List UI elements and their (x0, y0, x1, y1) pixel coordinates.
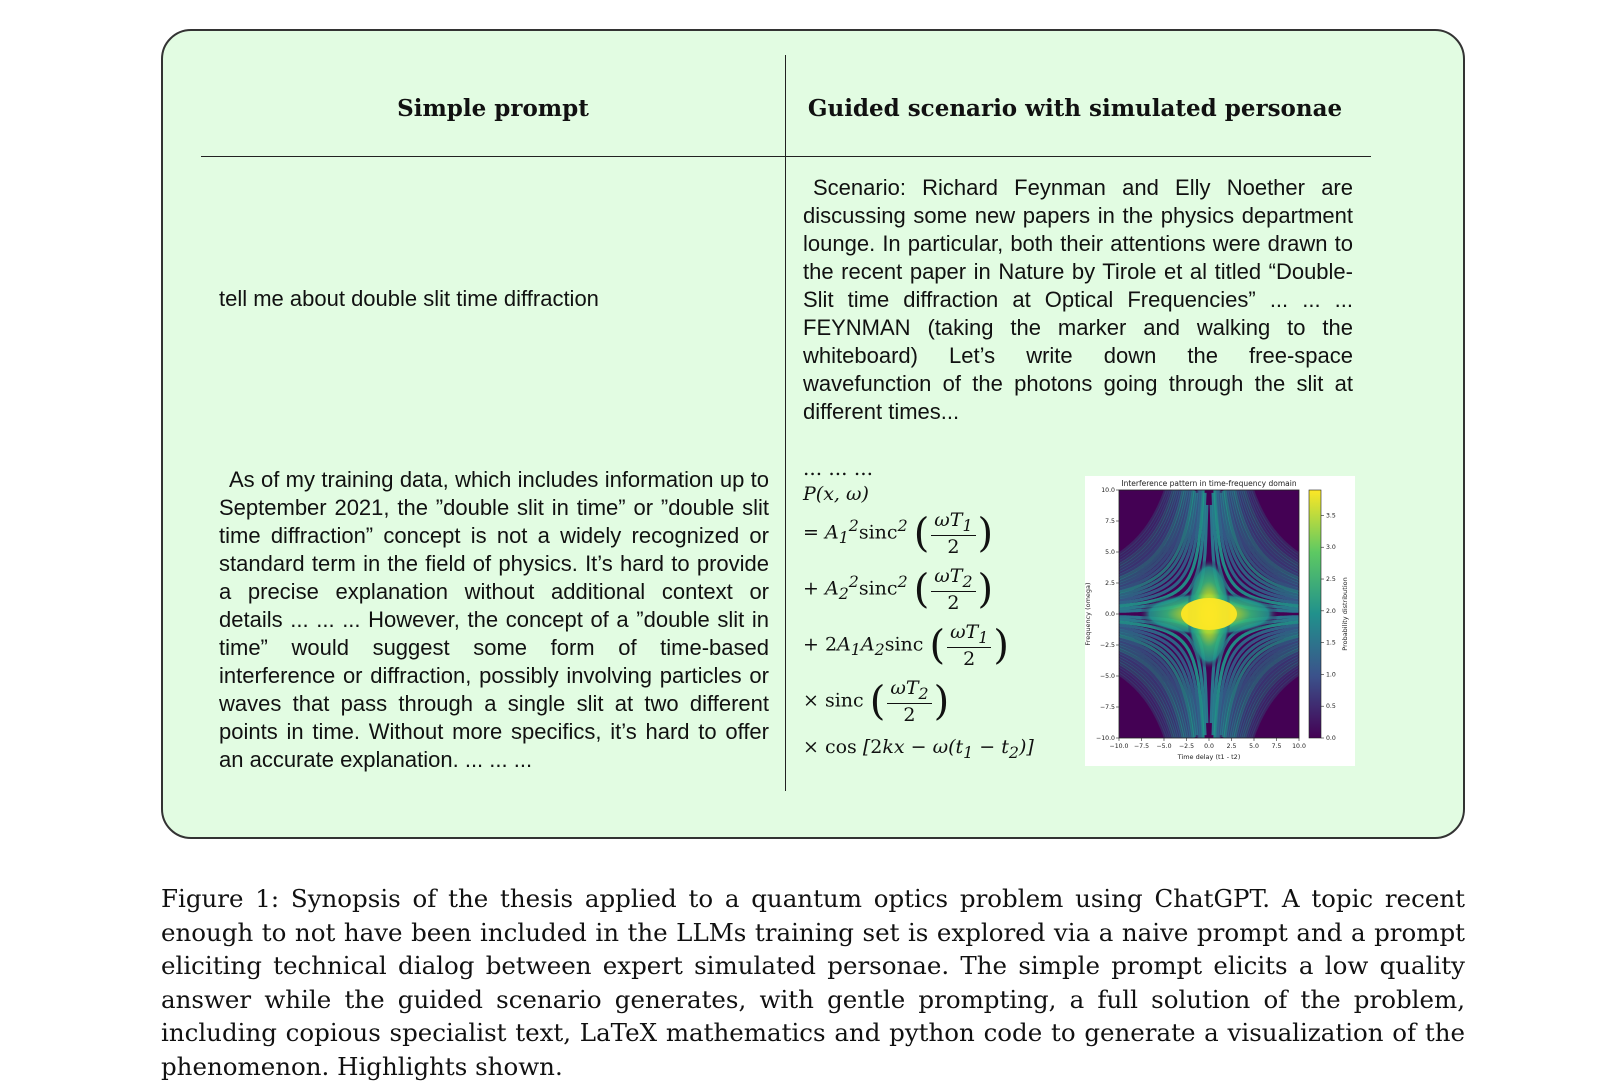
figure-caption: Figure 1: Synopsis of the thesis applied to a quantum optics problem using ChatGPT. A topic recent enough to not have been included in the LLMs training set is explored via a naive prompt and a prompt eliciting technical dialog between expert simulated personae. The simple prompt elicits a low quality answer while the guided scenario generates, with gentle prompting, a full solution of the problem, including copious specialist text, LaTeX mathematics and python code to generate a visualization of the phenomenon. Highlights shown. (161, 884, 1465, 1081)
colorbar-tick-label: 3.0 (1326, 544, 1336, 552)
y-tick-label: −5.0 (1099, 673, 1115, 680)
colorbar-tick-label: 3.5 (1326, 512, 1336, 520)
equation-line-6: × $\cos [2kx - \omega(t_1 - t_2)]$ (803, 736, 1034, 762)
x-tick-label: −5.0 (1156, 743, 1172, 750)
header-guided-scenario: Guided scenario with simulated personae (807, 95, 1343, 122)
interference-plot (1085, 476, 1355, 766)
colorbar-tick-label: 0.0 (1326, 735, 1336, 742)
guided-ellipsis: ... ... ... (803, 456, 873, 480)
y-tick-label: −7.5 (1099, 704, 1115, 711)
equation-line-1: P(x, ω) (803, 483, 869, 505)
simple-answer-text: As of my training data, which includes information up to September 2021, the ”double slit in time” or ”double slit time diffraction” concept is not a widely recognized or standard term in the field of physics. It’s hard to provide a precise explanation without additional context or details ... ... ... However, the concept of a ”double slit in time” would suggest some form of time-based interference or diffraction, possibly involving particles or waves that pass through a single slit at two different points in time. Without more specifics, it’s hard to offer an accurate explanation. ... ... ... (219, 467, 769, 772)
equation-line-4: + $2A_1A_2\sin c$ ( $\frac{\omega T_1}{2}$ ) (803, 621, 1009, 670)
x-tick-label: −2.5 (1178, 743, 1195, 750)
guided-scenario-text: Scenario: Richard Feynman and Elly Noether are discussing some new papers in the physics department lounge. In particular, both their attentions were drawn to the recent paper in Nature by Tirole et al titled “Double-Slit time diffraction at Optical Frequencies” ... ... ... FEYNMAN (taking the marker and walking to the whiteboard) Let’s write down the free-space wavefunction of the photons going through the slit at different times... (803, 175, 1353, 424)
y-tick-label: 7.5 (1105, 518, 1115, 525)
colorbar-tick-labels (1321, 512, 1336, 742)
y-tick-label: −10.0 (1096, 735, 1115, 742)
colorbar (1309, 490, 1321, 738)
colorbar-label: Probability distribution (1341, 577, 1349, 651)
x-tick-label: 7.5 (1271, 743, 1282, 750)
y-tick-label: 0.0 (1105, 611, 1115, 618)
x-tick-label: 10.0 (1292, 743, 1306, 750)
x-tick-label: −7.5 (1133, 743, 1150, 750)
y-tick-label: 5.0 (1105, 549, 1115, 556)
figure-panel (161, 29, 1465, 839)
x-tick-labels (1110, 738, 1306, 750)
y-tick-labels (1096, 487, 1119, 742)
x-tick-label: 0.0 (1204, 743, 1214, 750)
simple-prompt-text: tell me about double slit time diffraction (219, 286, 599, 311)
column-divider (785, 55, 786, 791)
colorbar-tick-label: 2.0 (1326, 607, 1336, 615)
x-tick-label: −10.0 (1109, 743, 1129, 750)
x-axis-label: Time delay (t1 - t2) (1177, 753, 1241, 761)
x-tick-label: 2.5 (1226, 743, 1237, 750)
equation-line-3: + $A_2^2\sin c^2$ ( $\frac{\omega T_2}{2}$ ) (803, 565, 994, 614)
y-tick-label: 10.0 (1101, 487, 1115, 494)
colorbar-tick-label: 1.0 (1326, 671, 1336, 679)
header-rule (201, 156, 1371, 157)
colorbar-tick-label: 0.5 (1326, 703, 1336, 711)
x-tick-label: 5.0 (1249, 743, 1259, 750)
interference-plot-svg (1085, 476, 1355, 766)
equation-line-2: = $A_1^2\sin c^2$ ( $\frac{\omega T_1}{2}$ ) (803, 509, 994, 558)
colorbar-tick-label: 1.5 (1326, 639, 1336, 647)
y-tick-label: −2.5 (1099, 642, 1115, 649)
y-tick-label: 2.5 (1105, 580, 1115, 587)
colorbar-tick-label: 2.5 (1326, 576, 1336, 584)
header-simple-prompt: Simple prompt (397, 95, 589, 122)
y-axis-label: Frequency (omega) (1084, 582, 1092, 646)
plot-title: Interference pattern in time-frequency domain (1121, 479, 1297, 488)
equation-line-5: × sinc ( $\frac{\omega T_2}{2}$ ) (803, 677, 950, 726)
